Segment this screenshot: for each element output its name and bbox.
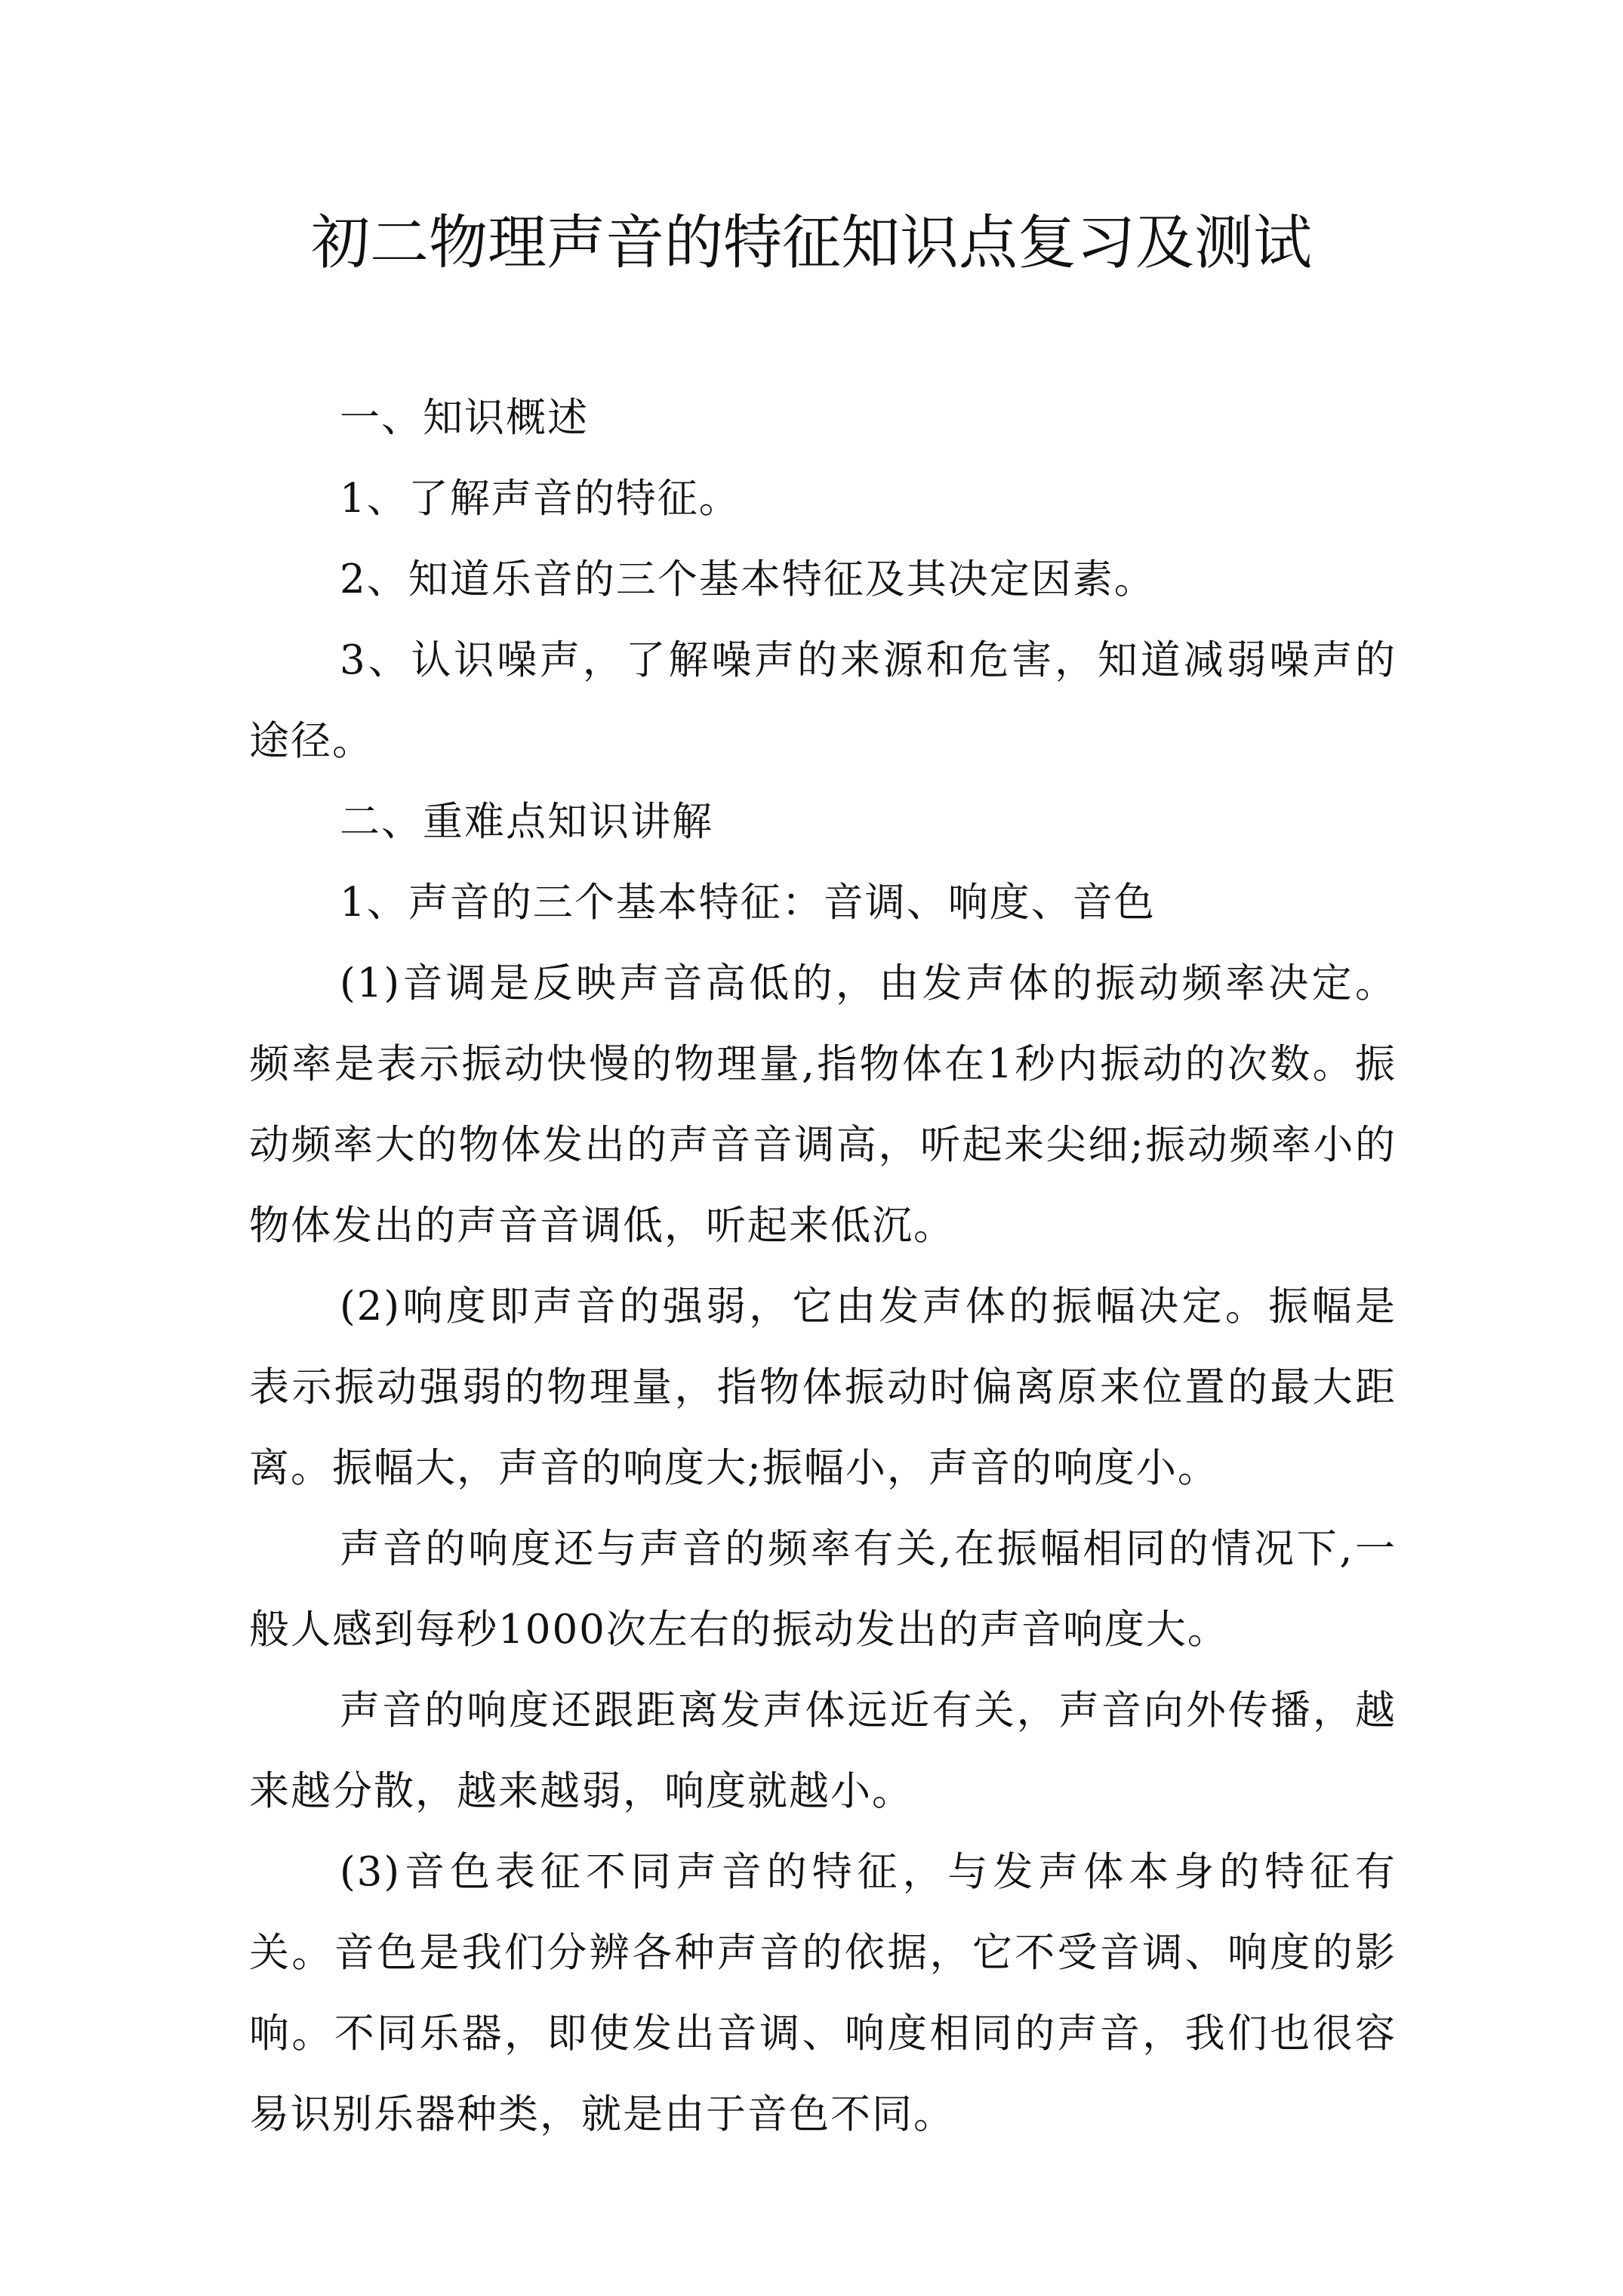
document-body [249,378,1397,2155]
paragraph-goal-3: 3、认识噪声，了解噪声的来源和危害，知道减弱噪声的途径。 [249,637,1397,764]
paragraph-timbre: (3)音色表征不同声音的特征，与发声体本身的特征有关。音色是我们分辨各种声音的依据，它不受音调、响度的影响。不同乐器，即使发出音调、响度相同的声音，我们也很容易识别乐器种类，就是由于音色不同。 [249,1849,1397,2137]
paragraph-goal-1: 1、了解声音的特征。 [340,476,741,522]
paragraph-three-features: 1、声音的三个基本特征：音调、响度、音色 [340,880,1156,926]
paragraph-loudness-distance: 声音的响度还跟距离发声体远近有关，声音向外传播，越来越分散，越来越弱，响度就越小。 [249,1687,1397,1814]
paragraph-overview-heading: 一、知识概述 [340,395,589,441]
paragraph-pitch: (1)音调是反映声音高低的，由发声体的振动频率决定。频率是表示振动快慢的物理量,指物体在1秒内振动的次数。振动频率大的物体发出的声音音调高，听起来尖细;振动频率小的物体发出的声音音调低，听起来低沉。 [249,960,1397,1249]
paragraph-loudness-frequency: 声音的响度还与声音的频率有关,在振幅相同的情况下,一般人感到每秒1000次左右的振动发出的声音响度大。 [249,1526,1397,1653]
paragraph-loudness: (2)响度即声音的强弱，它由发声体的振幅决定。振幅是表示振动强弱的物理量，指物体振动时偏离原来位置的最大距离。振幅大，声音的响度大;振幅小，声音的响度小。 [249,1284,1397,1491]
document-title: 初二物理声音的特征知识点复习及测试 [310,209,1312,277]
paragraph-key-points-heading: 二、重难点知识讲解 [340,799,713,845]
paragraph-goal-2: 2、知道乐音的三个基本特征及其决定因素。 [340,556,1156,603]
